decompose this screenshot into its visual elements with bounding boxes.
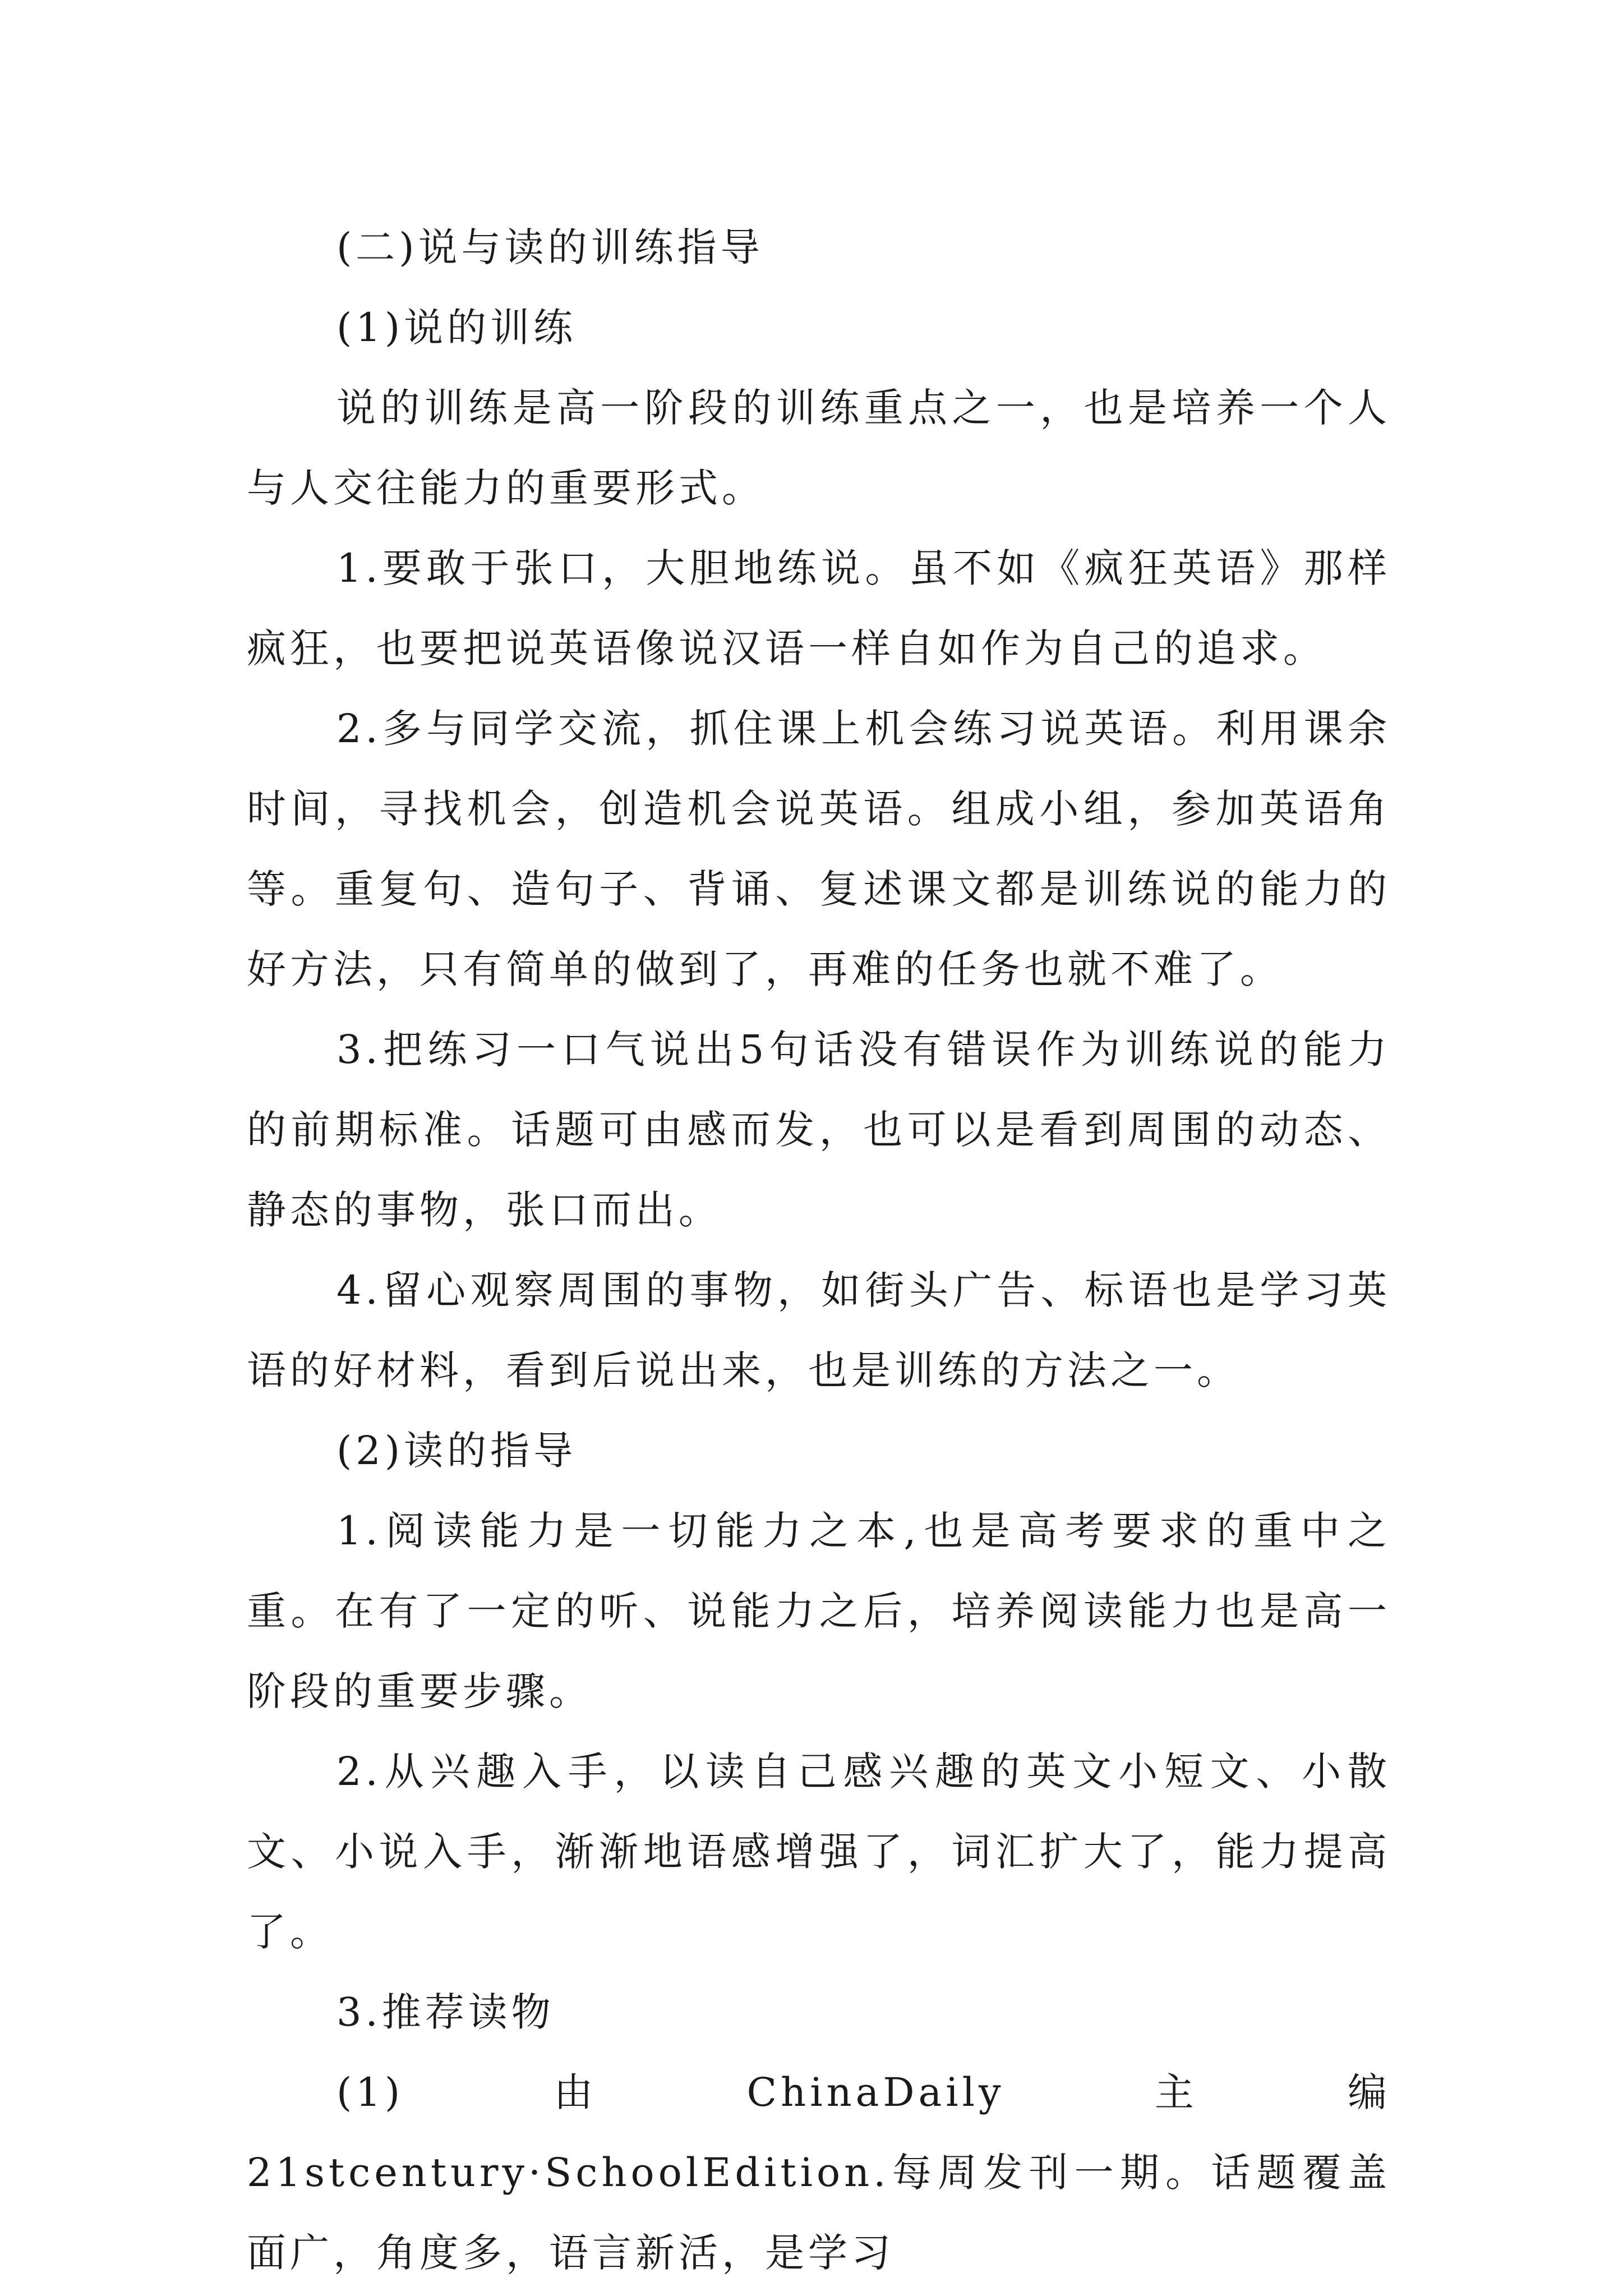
paragraph-speaking-point-2: 2.多与同学交流，抓住课上机会练习说英语。利用课余时间，寻找机会，创造机会说英语。组成小组，参加英语角等。重复句、造句子、背诵、复述课文都是训练说的能力的好方法，只有简单的做到了，再难的任务也就不难了。: [247, 706, 1391, 992]
paragraph-speaking-point-4: 4.留心观察周围的事物，如街头广告、标语也是学习英语的好材料，看到后说出来，也是训练的方法之一。: [247, 1267, 1391, 1393]
section-heading-speaking-reading: (二)说与读的训练指导: [336, 224, 764, 270]
paragraph-speaking-intro: 说的训练是高一阶段的训练重点之一，也是培养一个人与人交往能力的重要形式。: [247, 385, 1391, 511]
subheading-reading-guidance: (2)读的指导: [336, 1428, 577, 1474]
paragraph-recommended-reading-1: (1)由ChinaDaily主编21stcentury·SchoolEdition.每周发刊一期。话题覆盖面广，角度多，语言新活，是学习: [247, 2069, 1391, 2276]
paragraph-speaking-point-3: 3.把练习一口气说出5句话没有错误作为训练说的能力的前期标准。话题可由感而发，也可以是看到周围的动态、静态的事物，张口而出。: [247, 1027, 1391, 1233]
paragraph-reading-point-2: 2.从兴趣入手，以读自己感兴趣的英文小短文、小散文、小说入手，渐渐地语感增强了，词汇扩大了，能力提高了。: [247, 1749, 1391, 1955]
document-body: [247, 208, 1391, 2293]
subheading-speaking-training: (1)说的训练: [336, 305, 577, 351]
paragraph-speaking-point-1: 1.要敢于张口，大胆地练说。虽不如《疯狂英语》那样疯狂，也要把说英语像说汉语一样自如作为自己的追求。: [247, 545, 1391, 671]
paragraph-reading-point-3: 3.推荐读物: [336, 1989, 555, 2035]
paragraph-reading-point-1: 1.阅读能力是一切能力之本,也是高考要求的重中之重。在有了一定的听、说能力之后，培养阅读能力也是高一阶段的重要步骤。: [247, 1508, 1391, 1714]
